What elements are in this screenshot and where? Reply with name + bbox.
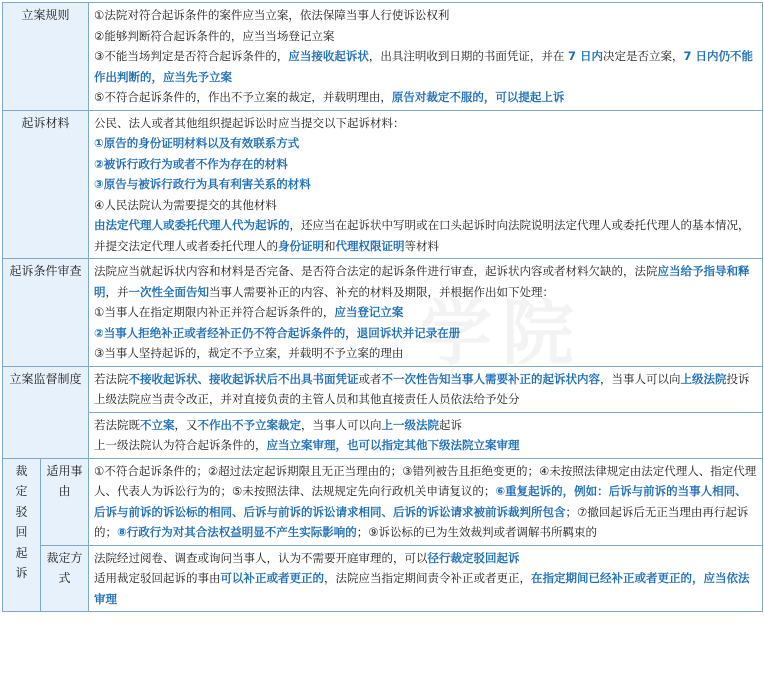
row-supervision-2 (3, 412, 763, 458)
text-segment: 若法院既 (94, 417, 141, 432)
highlight-text: 上一级法院 (381, 417, 440, 432)
row-dismissal-method (3, 545, 763, 612)
row-filing-rules (3, 3, 763, 111)
highlight-text: 应当给予指导和释明 (94, 264, 750, 299)
text-segment: ①法院对符合起诉条件的案件应当立案，依法保障当事人行使诉讼权利 (94, 8, 450, 22)
text-segment: 起诉 (439, 417, 463, 432)
text-line (94, 435, 757, 456)
row-content (89, 412, 763, 458)
row-label: 起诉条件审查 (3, 259, 89, 367)
highlight-text: 由法定代理人或委托代理人代为起诉的 (94, 218, 290, 232)
highlight-text: ⑧行政行为对其合法权益明显不产生实际影响的 (117, 525, 357, 539)
highlight-text: ②当事人拒绝补正或者经补正仍不符合起诉条件的，退回诉状并记录在册 (94, 325, 461, 340)
text-segment: 投诉 (726, 371, 750, 386)
dismissal-label (3, 458, 41, 612)
sub-label: 适用事由 (41, 458, 89, 545)
text-segment: ，还应当在起诉状中写明或在口头起诉时向法院说明法定代理人或委托代理人的基本情况，并提交法定代理人或者委托代理人的 (94, 218, 750, 253)
text-line (94, 389, 757, 410)
text-segment: 等材料 (404, 238, 440, 253)
text-segment: 上一级法院认为符合起诉条件的， (94, 438, 267, 452)
text-line (94, 87, 757, 108)
highlight-text: 上级法院 (680, 371, 727, 386)
text-segment: ，又 (174, 417, 198, 432)
text-line (94, 323, 757, 344)
vertical-label-text: 裁 定 驳 回 起 诉 (15, 463, 28, 580)
highlight-text: ①原告的身份证明材料以及有效联系方式 (94, 136, 300, 150)
text-segment: 上级法院应当责令改正，并对直接负责的主管人员和其他直接责任人员依法给予处分 (94, 392, 520, 406)
text-line (94, 415, 757, 436)
text-line (94, 548, 757, 569)
text-line (94, 174, 757, 195)
text-segment: 适用裁定驳回起诉的事由 (94, 571, 221, 585)
row-content (89, 366, 763, 412)
text-segment: 或者 (358, 371, 382, 386)
highlight-text: 7 日内仍不能作出判断的，应当先予立案 (94, 49, 754, 84)
text-segment: ，出具注明收到日期的书面凭证，并在 (368, 49, 568, 63)
highlight-text: 7 日内 (567, 49, 603, 63)
text-segment: 公民、法人或者其他组织提起诉讼时应当提交以下起诉材料： (94, 115, 405, 130)
text-line (94, 568, 757, 609)
highlight-text: 不一次性告知当事人需要补正的起诉状内容 (381, 371, 601, 386)
row-label: 立案监督制度 (3, 366, 89, 458)
highlight-text: 不接收起诉状、接收起诉状后不出具书面凭证 (128, 371, 359, 386)
text-line (94, 133, 757, 154)
text-segment: 决定是否立案， (603, 49, 684, 63)
row-content (89, 458, 763, 545)
highlight-text: 一次性全面告知 (128, 284, 210, 299)
highlight-text: 不作出不予立案裁定 (197, 417, 302, 432)
text-line (94, 195, 757, 216)
text-segment: ①当事人在指定期限内补正并符合起诉条件的， (94, 305, 335, 319)
text-line (94, 302, 757, 323)
text-segment: ③不能当场判定是否符合起诉条件的， (94, 49, 289, 63)
highlight-text: 代理权限证明 (335, 238, 405, 253)
text-line (94, 113, 757, 134)
highlight-text: ⑥重复起诉的，例如：后诉与前诉的当事人相同、后诉与前诉的诉讼标的相同、后诉与前诉的诉讼请求相同、后诉的诉讼请求被前诉裁判所包含 (94, 484, 747, 519)
row-content (89, 259, 763, 367)
highlight-text: 可以补正或者更正的 (220, 571, 325, 585)
highlight-text: 原告对裁定不服的，可以提起上诉 (391, 90, 565, 104)
row-condition-review (3, 259, 763, 367)
text-segment: 若法院 (94, 371, 129, 386)
text-line (94, 343, 757, 364)
row-content (89, 3, 763, 111)
row-label: 立案规则 (3, 3, 89, 111)
text-segment: ，法院应当指定期间责令补正或者更正， (324, 571, 532, 585)
sub-label: 裁定方式 (41, 545, 89, 612)
text-segment: ，当事人可以向 (301, 417, 382, 432)
highlight-text: 径行裁定驳回起诉 (427, 550, 520, 565)
text-line (94, 46, 757, 87)
text-line (94, 5, 757, 26)
text-line (94, 215, 757, 256)
text-segment: ⑤不符合起诉条件的，作出不予立案的裁定，并载明理由， (94, 90, 392, 104)
row-content (89, 545, 763, 612)
highlight-text: 不立案 (140, 417, 175, 432)
text-line (94, 154, 757, 175)
text-segment: ，并 (105, 284, 129, 299)
text-segment: ④人民法院认为需要提交的其他材料 (94, 197, 277, 212)
highlight-text: ③原告与被诉行政行为具有利害关系的材料 (94, 177, 311, 191)
text-segment: ③当事人坚持起诉的，裁定不予立案，并载明不予立案的理由 (94, 346, 404, 360)
text-segment: ；⑨诉讼标的已为生效裁判或者调解书所羁束的 (356, 525, 598, 539)
text-line (94, 369, 757, 390)
text-line (94, 26, 757, 47)
row-filing-materials (3, 110, 763, 259)
text-line (94, 461, 757, 543)
text-segment: ①不符合起诉条件的；②超过法定起诉期限且无正当理由的；③错列被告且拒绝变更的；④未按照法律规定由法定代理人、指定代理人、代表人为诉讼行为的；⑤未按照法律、法规规定先向行政机关申请复议的； (94, 463, 757, 498)
text-segment: 法院应当就起诉状内容和材料是否完备、是否符合法定的起诉条件进行审查，起诉状内容或者材料欠缺的，法院 (94, 264, 658, 278)
row-content (89, 110, 763, 259)
highlight-text: 应当接收起诉状 (288, 49, 369, 63)
highlight-text: ②被诉行政行为或者不作为存在的材料 (94, 156, 288, 171)
text-segment: 当事人需要补正的内容、补充的材料及期限，并根据作出如下处理： (209, 284, 555, 299)
text-segment: 和 (324, 238, 336, 253)
row-supervision-1 (3, 366, 763, 412)
row-dismissal-grounds (3, 458, 763, 545)
highlight-text: 应当立案审理，也可以指定其他下级法院立案审理 (266, 438, 520, 452)
text-segment: ②能够判断符合起诉条件的，应当当场登记立案 (94, 28, 335, 43)
text-segment: ，当事人可以向 (600, 371, 681, 386)
highlight-text: 身份证明 (278, 238, 325, 253)
case-filing-table (2, 2, 763, 612)
row-label: 起诉材料 (3, 110, 89, 259)
text-segment: 法院经过阅卷、调查或询问当事人，认为不需要开庭审理的，可以 (94, 550, 428, 565)
text-line (94, 261, 757, 302)
highlight-text: 在指定期间已经补正或者更正的，应当依法审理 (94, 571, 750, 606)
highlight-text: 应当登记立案 (334, 305, 404, 319)
text-segment: ；⑦撤回起诉后无正当理由再行起诉的； (94, 504, 749, 539)
